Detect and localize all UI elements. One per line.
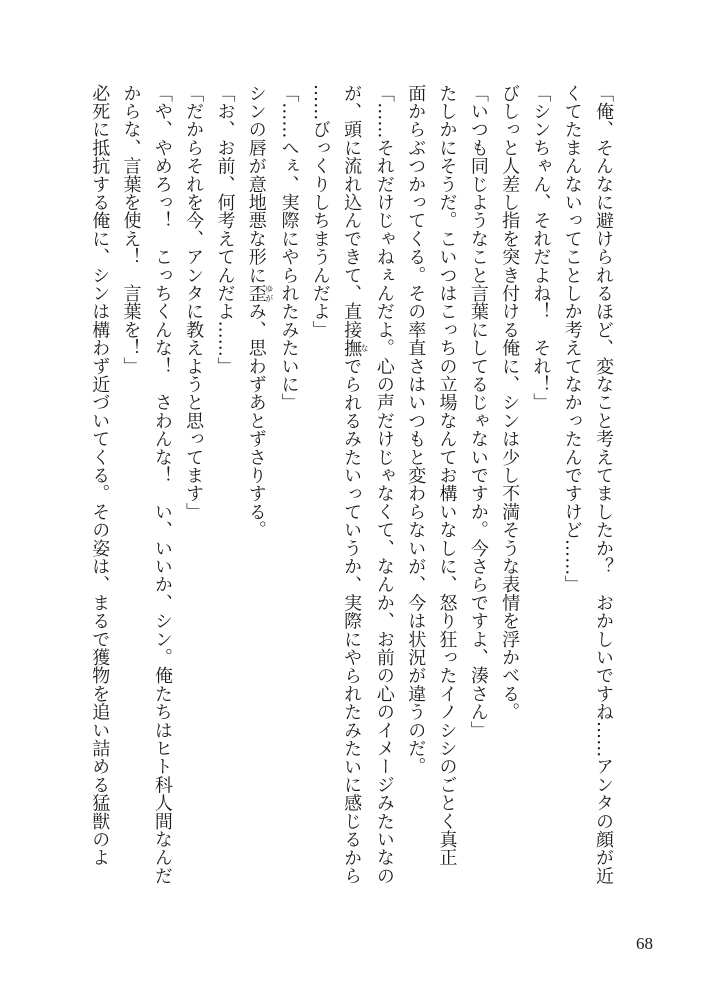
text-line: 必死に抵抗する俺に、シンは構わず近づいてくる。その姿は、まるで獲物を追い詰める猛獣のよ — [89, 84, 111, 867]
text-line: 「……それだけじゃねぇんだよ。心の声だけじゃなくて、なんか、お前の心のイメージみたいなの — [373, 84, 395, 885]
ruby-annotation — [245, 284, 274, 303]
text-line: 「や、やめろっ！ こっちくんな！ さわんな！ い、いいか、シン。俺たちはヒト科人間なんだ — [151, 84, 173, 885]
text-segment: でられるみたいっていうか、実際にやられたみたいに感じるから — [341, 357, 363, 885]
text-line — [336, 84, 369, 894]
text-line: くてたまんないってことしか考えてなかったんですけど……」 — [561, 84, 583, 594]
vertical-body-text — [84, 84, 619, 894]
text-segment: が、頭に流れ込んできて、直接 — [341, 84, 363, 339]
text-line: 「お、お前、何考えてんだよ……」 — [214, 84, 236, 376]
text-line: びしっと人差し指を突き付ける俺に、シンは少し不満そうな表情を浮かべる。 — [499, 84, 521, 721]
text-line: 「だからそれを今、アンタに教えようと思ってます」 — [183, 84, 205, 521]
text-line: 「俺、そんなに避けられるほど、変なこと考えてましたか？ おかしいですね……アンタの顔が近 — [593, 84, 614, 885]
text-line: 「……へぇ、実際にやられたみたいに」 — [278, 84, 300, 412]
text-segment: シンの唇が意地悪な形に — [245, 84, 267, 285]
text-line: 「シンちゃん、それだよね！ それ！」 — [530, 84, 552, 412]
text-line: たしかにそうだ。こいつはこっちの立場なんてお構いなしに、怒り狂ったイノシシのごとく真正 — [436, 84, 458, 867]
ruby-base: 歪 — [245, 284, 267, 303]
text-line — [240, 84, 273, 894]
page-number: 68 — [636, 934, 653, 953]
text-line: 「いつも同じようなこと言葉にしてるじゃないですか。今さらですよ、湊さん」 — [467, 84, 489, 740]
text-line: からな、言葉を使え！ 言葉を！」 — [120, 84, 142, 376]
text-line: 面からぶつかってくる。その率直さはいつもと変わらないが、今は状況が違うのだ。 — [405, 84, 427, 776]
ruby-reading: ゆが — [264, 284, 274, 303]
ruby-reading: な — [360, 338, 370, 358]
ruby-base: 撫 — [341, 338, 363, 358]
text-segment: み、思わずあとずさりする。 — [245, 302, 267, 540]
text-line: ……びっくりしちまうんだよ」 — [309, 84, 331, 339]
ruby-annotation — [341, 338, 370, 358]
